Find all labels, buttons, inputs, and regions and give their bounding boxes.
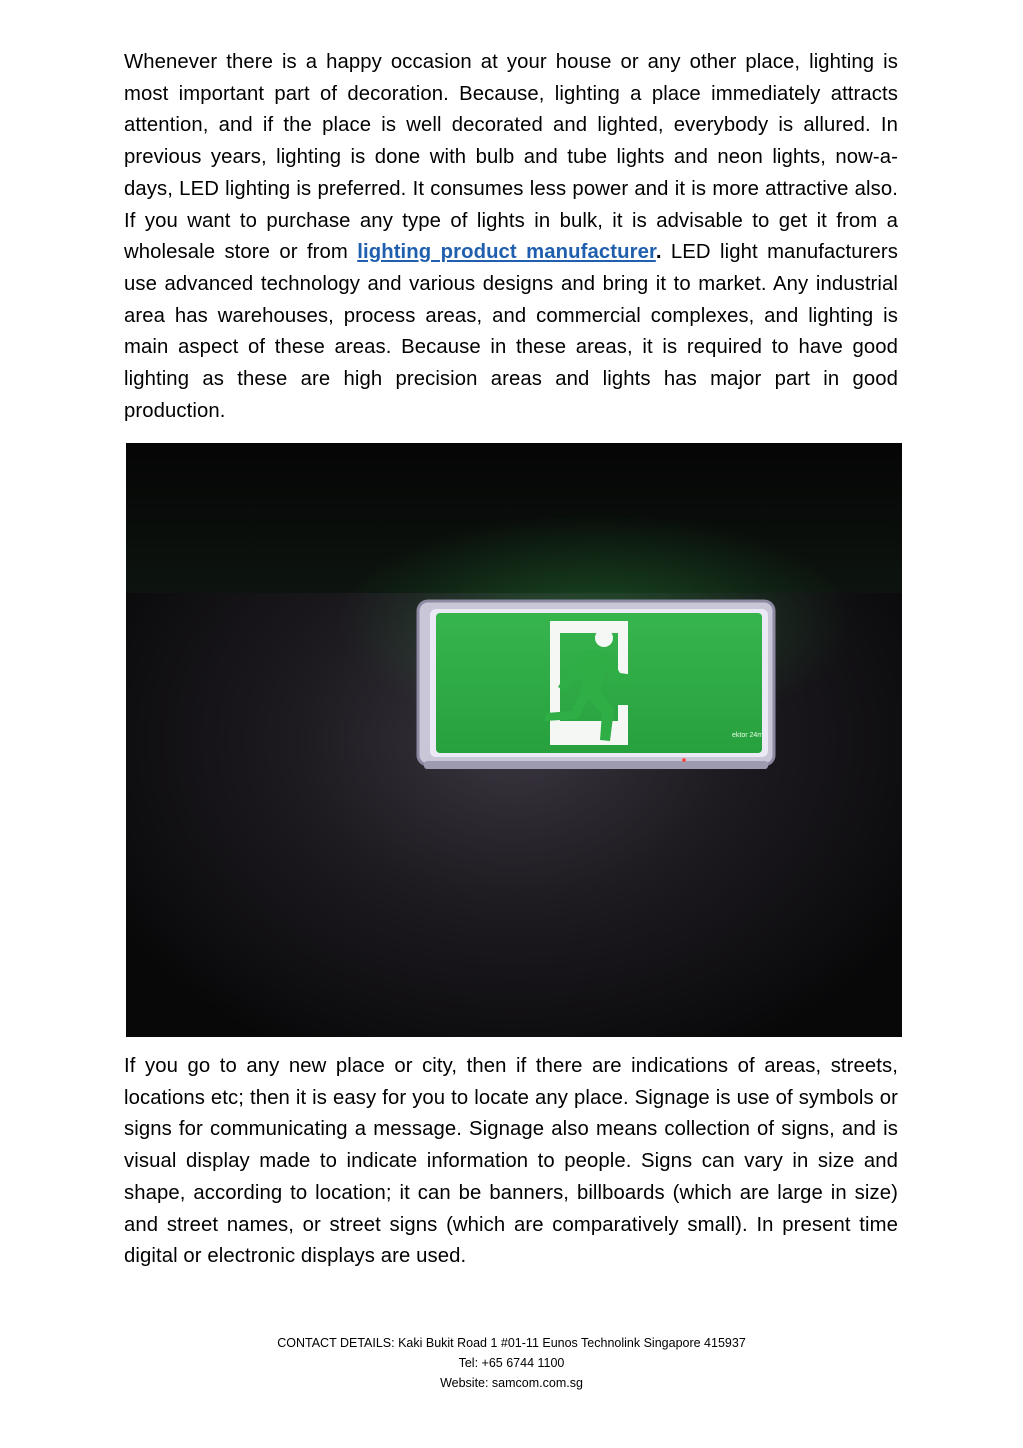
paragraph-signage: If you go to any new place or city, then if there are indications of areas, streets, locations etc; then it is easy for you to locate any place. Signage is use of symbols or signs for communicating a message. Signage also means collection of signs, and is visual display made to indicate information to people. Signs can vary in size and shape, according to location; it can be banners, billboards (which are large in size) and street names, or street signs (which are comparatively small). In present time digital or electronic displays are used. — [124, 1055, 898, 1268]
footer-website: Website: samcom.com.sg — [440, 1376, 583, 1390]
footer-tel: Tel: +65 6744 1100 — [458, 1356, 565, 1370]
footer — [0, 1333, 1023, 1393]
lighting-product-manufacturer-link[interactable]: lighting product manufacturer — [357, 241, 656, 264]
paragraph-lighting-text-end: LED light manufacturers use advanced technology and various designs and bring it to market. Any industrial area has warehouses, process areas, and commercial complexes, and lighting is main aspect of these areas. Because in these areas, it is required to have good lighting as these are high precision areas and lights has major part in good production. — [124, 241, 898, 422]
exit-sign-photo — [126, 443, 902, 1037]
link-period: . — [655, 241, 662, 264]
footer-contact: CONTACT DETAILS: Kaki Bukit Road 1 #01-11 Eunos Technolink Singapore 415937 — [277, 1336, 746, 1350]
paragraph-lighting — [124, 47, 898, 427]
sign-label: ektor 24m — [732, 732, 764, 739]
paragraph-lighting-text-start: Whenever there is a happy occasion at your house or any other place, lighting is most important part of decoration. Because, lighting a place immediately attracts attention, and if the place is well decorated and lighted, everybody is allured. In previous years, lighting is done with bulb and tube lights and neon lights, now-a-days, LED lighting is preferred. It consumes less power and it is more attractive also. If you want to purchase any type of lights in bulk, it is advisable to get it from a wholesale store or from — [124, 51, 898, 264]
